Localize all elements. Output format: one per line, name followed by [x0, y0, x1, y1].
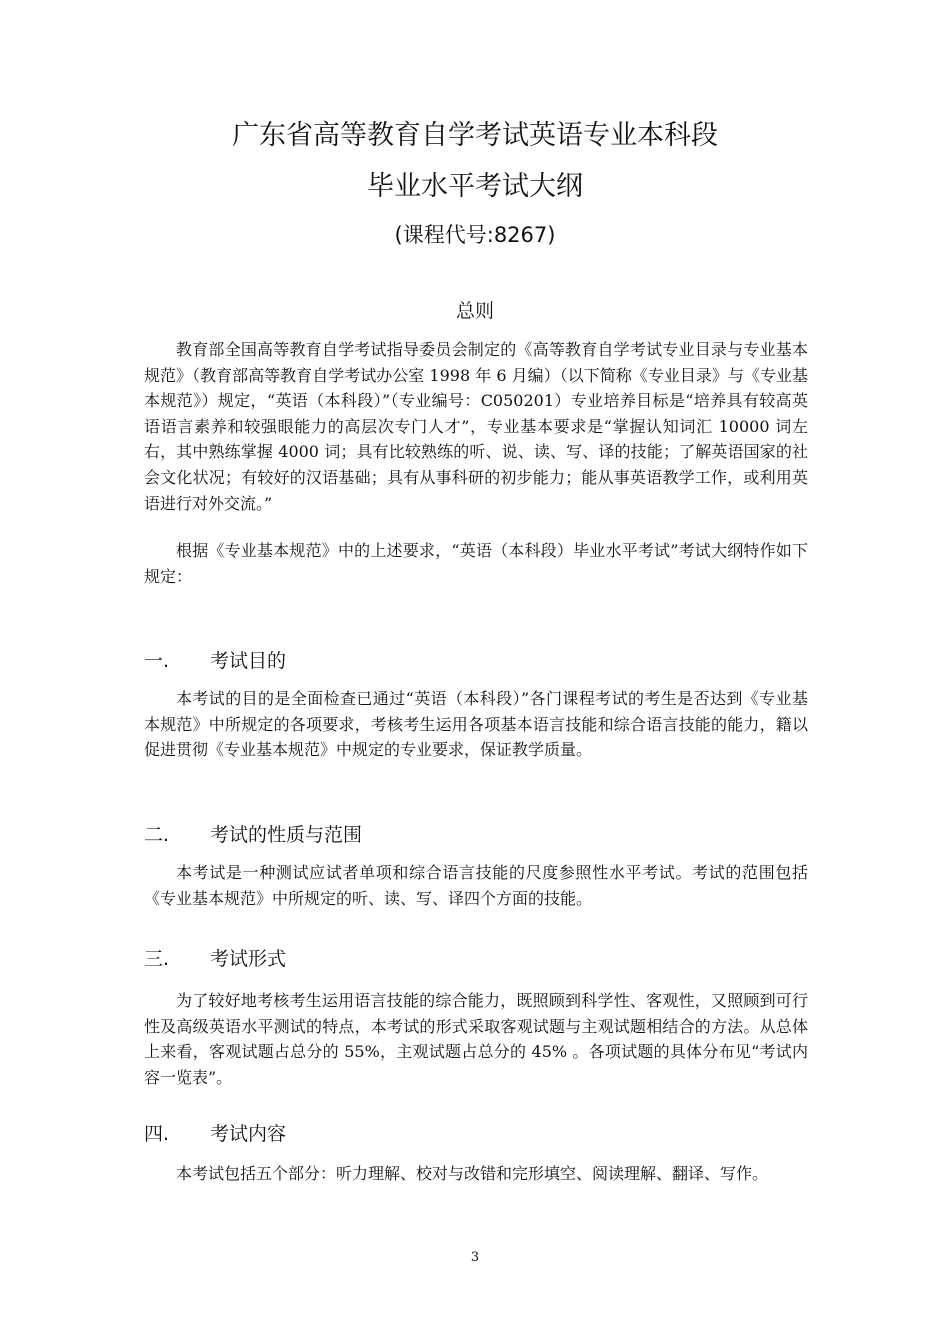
section-heading-4	[144, 1119, 286, 1147]
course-code: (课程代号:8267)	[394, 223, 556, 247]
section-body-4: 本考试包括五个部分：听力理解、校对与改错和完形填空、阅读理解、翻译、写作。	[176, 1164, 769, 1183]
section-number: 四.	[144, 1123, 170, 1145]
section-title: 考试的性质与范围	[210, 824, 363, 846]
general-paragraph-2: 根据《专业基本规范》中的上述要求，“英语（本科段）毕业水平考试”考试大纲特作如下规定：	[144, 541, 808, 586]
general-heading: 总则	[455, 300, 494, 322]
section-heading-3	[144, 944, 286, 972]
document-title-line1: 广东省高等教育自学考试英语专业本科段	[232, 120, 718, 151]
general-paragraph-1: 教育部全国高等教育自学考试指导委员会制定的《高等教育自学考试专业目录与专业基本规范》（教育部高等教育自学考试办公室 1998 年 6 月编）（以下简称《专业目录》与《专业基本规范》）规定，“英语（本科段）”（专业编号：C050201）专业培养目标是“培养具有较高英语语言素养和较强眼能力的高层次专门人才”，专业基本要求是“掌握认知词汇 10000 词左右，其中熟练掌握 4000 词；具有比较熟练的听、说、读、写、译的技能；了解英语国家的社会文化状况；有较好的汉语基础；具有从事科研的初步能力；能从事英语教学工作，或利用英语进行对外交流。”	[144, 340, 808, 513]
section-number: 二.	[144, 824, 170, 846]
section-title: 考试目的	[210, 650, 287, 672]
section-number: 三.	[144, 948, 170, 970]
section-title: 考试形式	[210, 948, 287, 970]
section-title: 考试内容	[210, 1123, 287, 1145]
section-body-2: 本考试是一种测试应试者单项和综合语言技能的尺度参照性水平考试。考试的范围包括《专业基本规范》中所规定的听、读、写、译四个方面的技能。	[144, 863, 808, 908]
section-body-3: 为了较好地考核考生运用语言技能的综合能力，既照顾到科学性、客观性，又照顾到可行性及高级英语水平测试的特点，本考试的形式采取客观试题与主观试题相结合的方法。从总体上来看，客观试题占总分的 55%，主观试题占总分的 45% 。各项试题的具体分布见“考试内容一览表”。	[144, 991, 808, 1087]
page-number: 3	[470, 1250, 480, 1265]
section-body-1: 本考试的目的是全面检查已通过“英语（本科段）”各门课程考试的考生是否达到《专业基本规范》中所规定的各项要求，考核考生运用各项基本语言技能和综合语言技能的能力，籍以促进贯彻《专业基本规范》中规定的专业要求，保证教学质量。	[144, 689, 808, 760]
section-heading-1	[144, 646, 286, 674]
section-heading-2	[144, 820, 362, 848]
document-title-line2: 毕业水平考试大纲	[367, 171, 583, 202]
section-number: 一.	[144, 650, 170, 672]
